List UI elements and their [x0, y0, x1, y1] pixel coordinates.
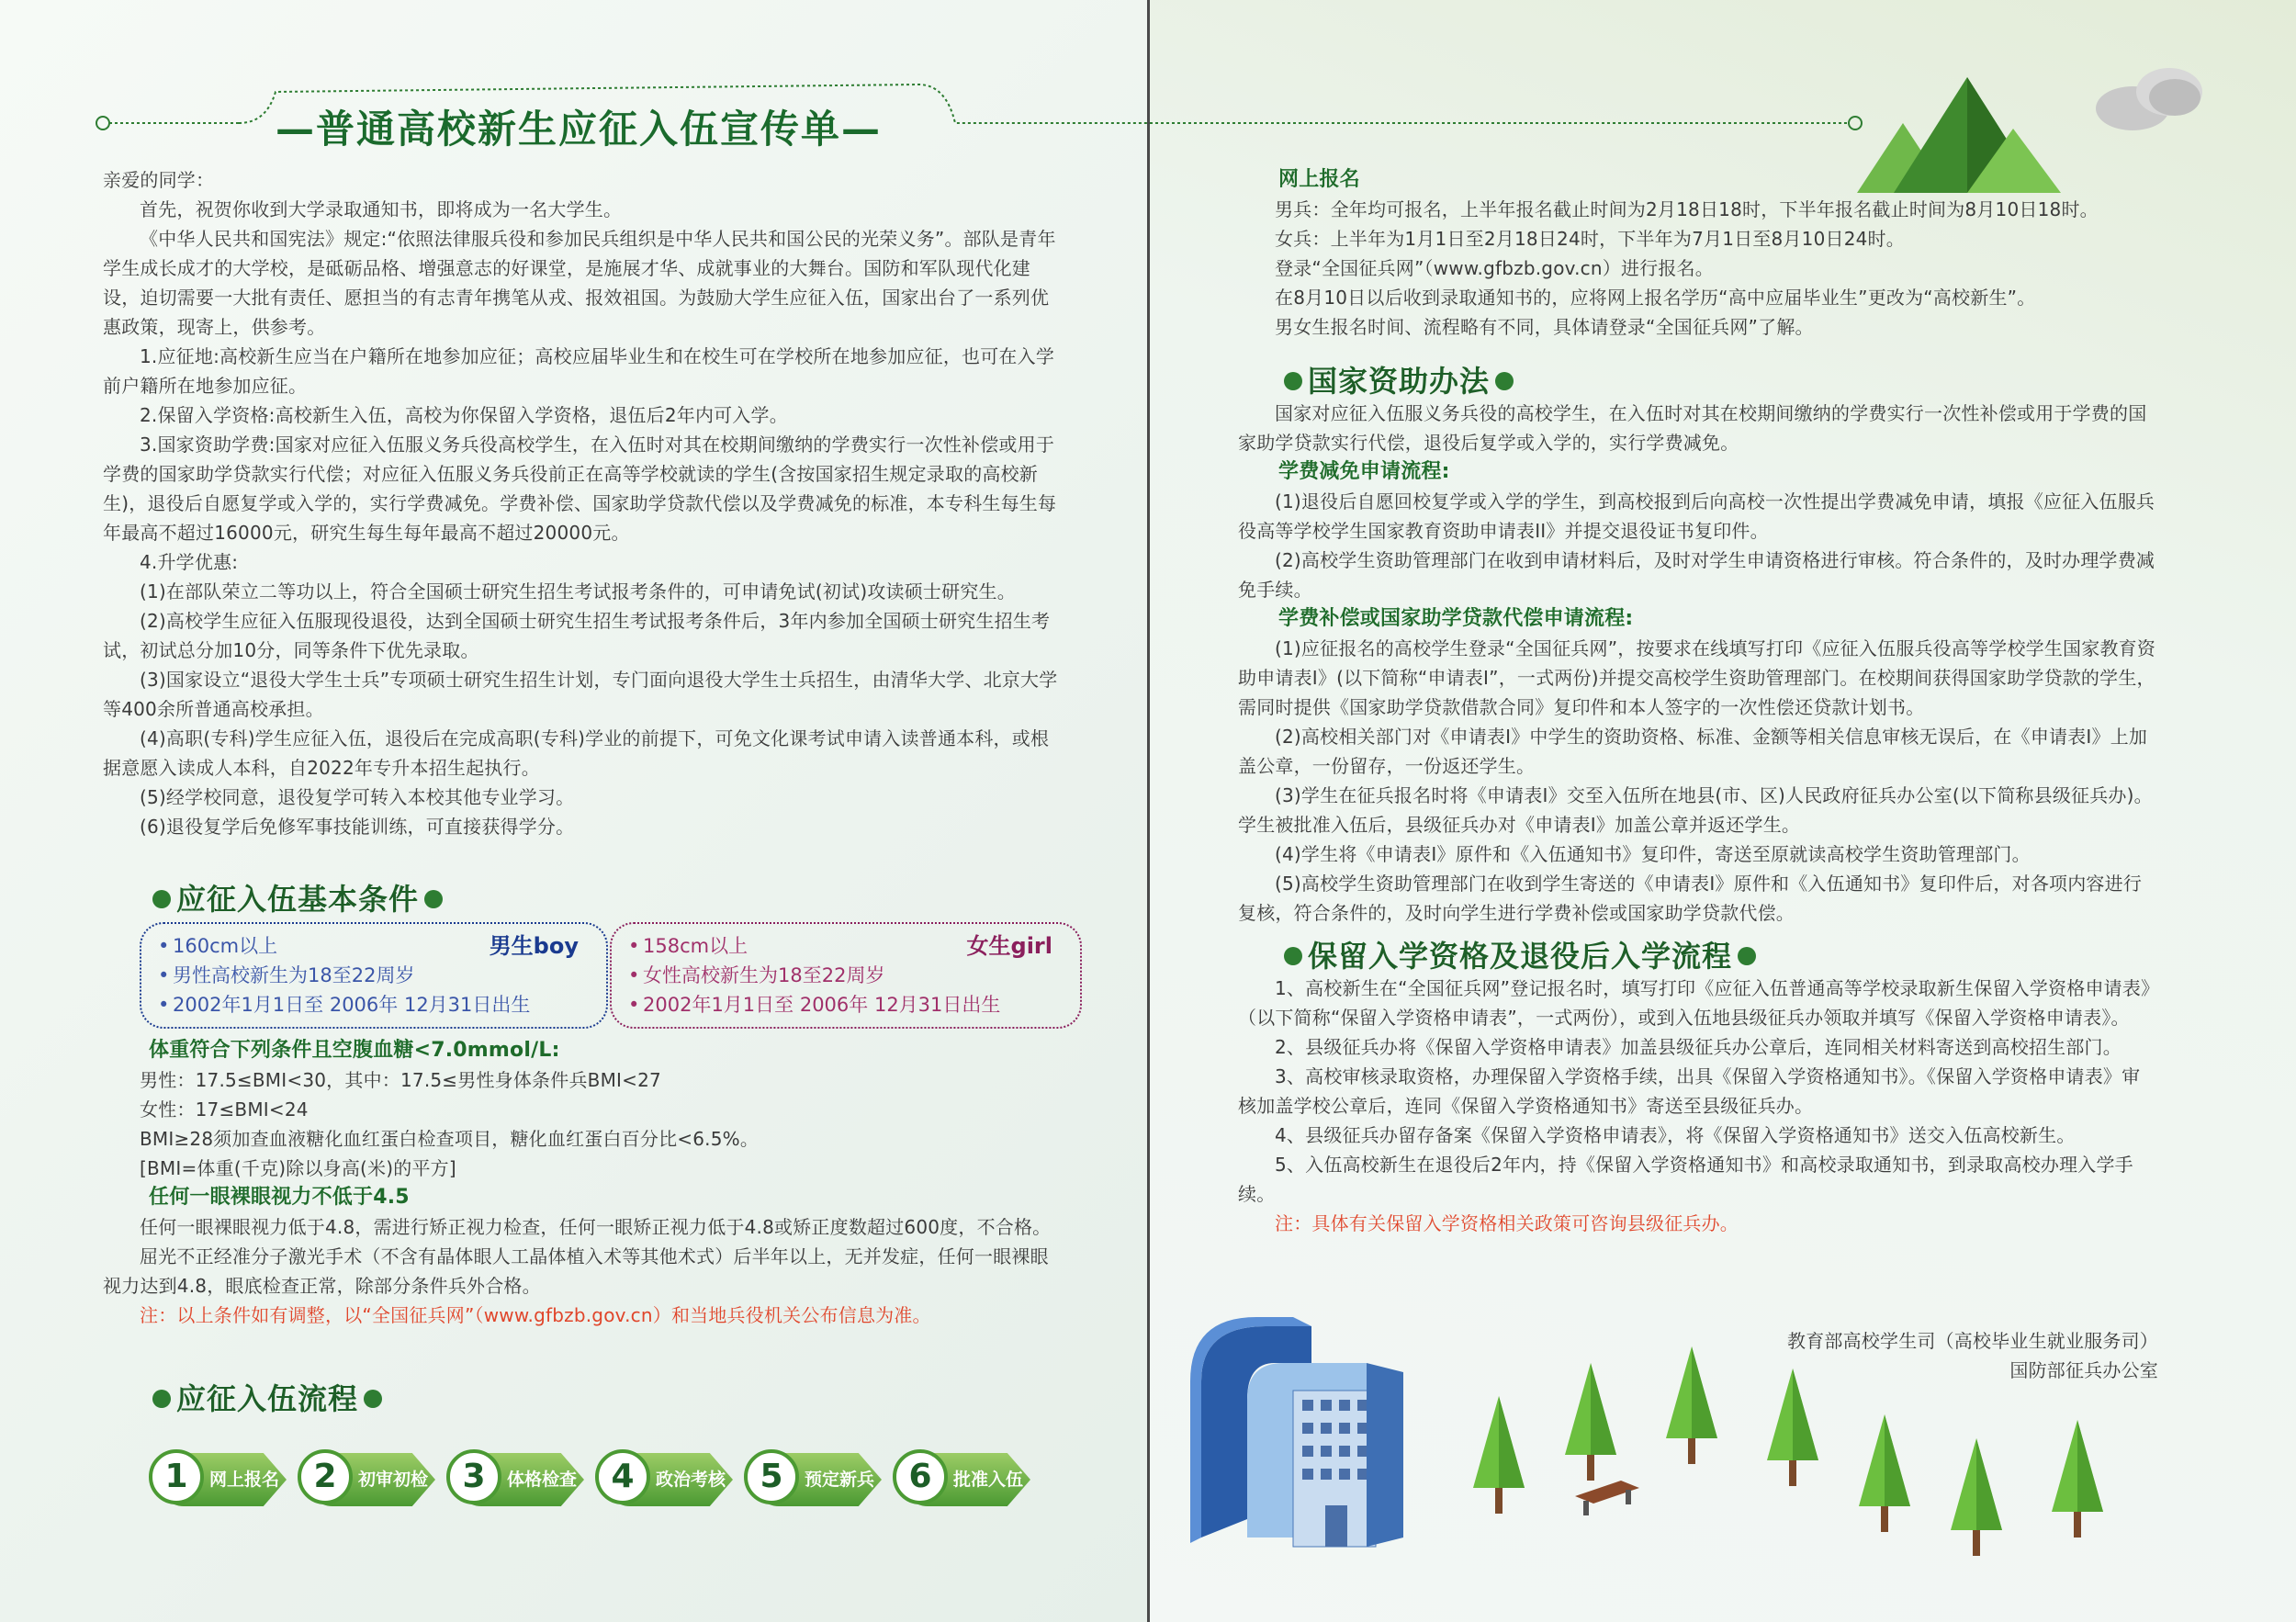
list-item: • 男性高校新生为18至22周岁 — [158, 961, 590, 990]
step-label: 批准入伍 — [953, 1470, 1024, 1490]
weight-line: [BMI=体重(千克)除以身高(米)的平方] — [140, 1157, 456, 1179]
bullet-dot-icon — [1284, 947, 1302, 965]
male-tag: 男生boy — [489, 933, 579, 959]
waiver-heading: 学费减免申请流程: — [1278, 460, 1450, 483]
retain-block — [1238, 974, 2156, 1238]
step-number: 2 — [298, 1449, 353, 1504]
retain-paragraph: 2、县级征兵办将《保留入学资格申请表》加盖县级征兵办公章后，连同相关材料寄送到高校招生部门。 — [1275, 1036, 2122, 1058]
process-step — [298, 1446, 439, 1512]
vision-heading: 任何一眼裸眼视力不低于4.5 — [149, 1186, 410, 1209]
bullet-dot-icon — [424, 890, 443, 908]
paragraph: (3)国家设立“退役大学生士兵”专项硕士研究生招生计划，专门面向退役大学生士兵招生，由清华大学、北京大学等400余所普通高校承担。 — [103, 669, 1058, 720]
waiver-paragraph: (2)高校学生资助管理部门在收到申请材料后，及时对学生申请资格进行审核。符合条件的，及时办理学费减免手续。 — [1238, 549, 2155, 601]
process-step — [893, 1446, 1034, 1512]
process-step — [595, 1446, 737, 1512]
signature — [1787, 1326, 2158, 1385]
tree-icon — [1857, 1414, 1912, 1534]
weight-line: 男性：17.5≤BMI<30，其中：17.5≤男性身体条件兵BMI<27 — [140, 1069, 661, 1091]
paragraph: (5)经学校同意，退役复学可转入本校其他专业学习。 — [140, 786, 575, 808]
signature-line: 国防部征兵办公室 — [2009, 1359, 2158, 1381]
tree-icon — [1664, 1346, 1719, 1466]
process-step — [744, 1446, 885, 1512]
section-title-process: 应征入伍流程 — [147, 1376, 388, 1418]
retain-note: 注：具体有关保留入学资格相关政策可咨询县级征兵办。 — [1275, 1212, 1739, 1234]
compensation-heading: 学费补偿或国家助学贷款代偿申请流程: — [1278, 607, 1634, 630]
building-icon — [1183, 1308, 1458, 1583]
conditions-note: 注：以上条件如有调整，以“全国征兵网”（www.gfbzb.gov.cn）和当地兵役机关公布信息为准。 — [140, 1304, 931, 1326]
registration-line: 男兵：全年均可报名，上半年报名截止时间为2月18日18时，下半年报名截止时间为8月10日18时。 — [1275, 198, 2099, 220]
process-step — [446, 1446, 588, 1512]
female-tag: 女生girl — [966, 933, 1052, 959]
compensation-paragraph: (4)学生将《申请表I》原件和《入伍通知书》复印件，寄送至原就读高校学生资助管理部门。 — [1275, 843, 2031, 865]
registration-line: 男女生报名时间、流程略有不同，具体请登录“全国征兵网”了解。 — [1275, 316, 1814, 338]
registration-block — [1238, 165, 2156, 342]
registration-line: 在8月10日以后收到录取通知书的，应将网上报名学历“高中应届毕业生”更改为“高校新生”。 — [1275, 287, 2036, 309]
step-label: 预定新兵 — [805, 1470, 875, 1490]
paragraph: 《中华人民共和国宪法》规定:“依照法律服兵役和参加民兵组织是中华人民共和国公民的光荣义务”。部队是青年学生成长成才的大学校，是砥砺品格、增强意志的好课堂，是施展才华、成就事业的大舞台。国防和军队现代化建设，迫切需要一大批有责任、愿担当的有志青年携笔从戎、报效祖国。为鼓励大学生应征入伍，国家出台了一系列优惠政策，现寄上，供参考。 — [103, 228, 1056, 338]
title-ornament-right — [1150, 116, 1885, 134]
bullet-dot-icon — [152, 890, 171, 908]
compensation-paragraph: (3)学生在征兵报名时将《申请表I》交至入伍所在地县(市、区)人民政府征兵办公室(以下简称县级征兵办)。学生被批准入伍后，县级征兵办对《申请表I》加盖公章并返还学生。 — [1238, 784, 2153, 836]
compensation-paragraph: (2)高校相关部门对《申请表I》中学生的资助资格、标准、金额等相关信息审核无误后，在《申请表I》上加盖公章，一份留存，一份返还学生。 — [1238, 726, 2148, 777]
retain-paragraph: 5、入伍高校新生在退役后2年内，持《保留入学资格通知书》和高校录取通知书，到录取高校办理入学手续。 — [1238, 1154, 2133, 1205]
paragraph: 首先，祝贺你收到大学录取通知书，即将成为一名大学生。 — [140, 198, 623, 220]
paragraph: (1)在部队荣立二等功以上，符合全国硕士研究生招生考试报考条件的，可申请免试(初试)攻读硕士研究生。 — [140, 580, 1016, 603]
vision-paragraph: 任何一眼裸眼视力低于4.8，需进行矫正视力检查，任何一眼矫正视力低于4.8或矫正度数超过600度，不合格。 — [140, 1216, 1052, 1238]
female-conditions-box — [610, 922, 1082, 1029]
step-number: 6 — [893, 1449, 948, 1504]
registration-heading: 网上报名 — [1278, 168, 1360, 191]
list-item: • 女性高校新生为18至22周岁 — [628, 961, 1064, 990]
weight-line: BMI≥28须加查血液糖化血红蛋白检查项目，糖化血红蛋白百分比<6.5%。 — [140, 1128, 760, 1150]
step-label: 初审初检 — [358, 1470, 429, 1490]
page-title: —普通高校新生应征入伍宣传单— — [276, 107, 883, 152]
step-label: 体格检查 — [507, 1470, 578, 1490]
registration-line: 登录“全国征兵网”（www.gfbzb.gov.cn）进行报名。 — [1275, 257, 1714, 279]
bullet-dot-icon — [1495, 372, 1514, 390]
paragraph: (6)退役复学后免修军事技能训练，可直接获得学分。 — [140, 816, 575, 838]
aid-intro: 国家对应征入伍服义务兵役的高校学生，在入伍时对其在校期间缴纳的学费实行一次性补偿或用于学费的国家助学贷款实行代偿，退役后复学或入学的，实行学费减免。 — [1238, 402, 2147, 454]
bullet-dot-icon — [1284, 372, 1302, 390]
tree-icon — [1471, 1396, 1526, 1515]
step-number: 4 — [595, 1449, 650, 1504]
tree-icon — [1563, 1363, 1618, 1482]
tree-icon — [1949, 1438, 2004, 1558]
step-number: 1 — [149, 1449, 204, 1504]
retain-paragraph: 3、高校审核录取资格，办理保留入学资格手续，出具《保留入学资格通知书》。《保留入学资格申请表》审核加盖学校公章后，连同《保留入学资格通知书》寄送至县级征兵办。 — [1238, 1065, 2141, 1117]
bullet-dot-icon — [1738, 947, 1756, 965]
body-condition-block — [103, 1036, 1058, 1330]
paragraph: 3.国家资助学费:国家对应征入伍服义务兵役高校学生，在入伍时对其在校期间缴纳的学费实行一次性补偿或用于学费的国家助学贷款实行代偿；对应征入伍服义务兵役前正在高等学校就读的学生(含按国家招生规定录取的高校新生)，退役后自愿复学或入学的，实行学费减免。学费补偿、国家助学贷款代偿以及学费减免的标准，本专科生每生每年最高不超过16000元，研究生每生每年最高不超过20000元。 — [103, 434, 1057, 544]
paragraph: 1.应征地:高校新生应当在户籍所在地参加应征；高校应届毕业生和在校生可在学校所在地参加应征，也可在入学前户籍所在地参加应征。 — [103, 345, 1055, 397]
list-item: • 160cm以上 — [158, 931, 590, 961]
paragraph: 4.升学优惠: — [140, 551, 239, 573]
step-label: 政治考核 — [656, 1470, 726, 1490]
compensation-paragraph: (5)高校学生资助管理部门在收到学生寄送的《申请表I》原件和《入伍通知书》复印件后，对各项内容进行复核，符合条件的，及时向学生进行学费补偿或国家助学贷款代偿。 — [1238, 873, 2143, 924]
aid-block — [1238, 399, 2156, 928]
registration-line: 女兵：上半年为1月1日至2月18日24时，下半年为7月1日至8月10日24时。 — [1275, 228, 1905, 250]
section-title-aid: 国家资助办法 — [1278, 358, 1519, 400]
tree-icon — [1765, 1369, 1820, 1488]
retain-paragraph: 1、高校新生在“全国征兵网”登记报名时，填写打印《应征入伍普通高等学校录取新生保留入学资格申请表》（以下简称“保留入学资格申请表”，一式两份），或到入伍地县级征兵办领取并填写《保留入学资格申请表》。 — [1238, 977, 2151, 1029]
weight-heading: 体重符合下列条件且空腹血糖<7.0mmol/L: — [149, 1039, 560, 1062]
tree-icon — [2050, 1420, 2105, 1539]
greeting: 亲爱的同学： — [103, 169, 215, 191]
bullet-dot-icon — [364, 1390, 382, 1408]
section-title-conditions: 应征入伍基本条件 — [147, 876, 448, 918]
paragraph: (4)高职(专科)学生应征入伍，退役后在完成高职(专科)学业的前提下，可免文化课考试申请入读普通本科，或根据意愿入读成人本科，自2022年专升本招生起执行。 — [103, 727, 1050, 779]
waiver-paragraph: (1)退役后自愿回校复学或入学的学生，到高校报到后向高校一次性提出学费减免申请，填报《应征入伍服兵役高等学校学生国家教育资助申请表II》并提交退役证书复印件。 — [1238, 490, 2155, 542]
step-number: 3 — [446, 1449, 501, 1504]
step-number: 5 — [744, 1449, 799, 1504]
signature-line: 教育部高校学生司（高校毕业生就业服务司） — [1787, 1330, 2158, 1352]
intro-block — [103, 165, 1058, 841]
retain-paragraph: 4、县级征兵办留存备案《保留入学资格申请表》，将《保留入学资格通知书》送交入伍高校新生。 — [1275, 1124, 2076, 1146]
vision-paragraph: 屈光不正经准分子激光手术（不含有晶体眼人工晶体植入术等其他术式）后半年以上，无并发症，任何一眼裸眼视力达到4.8，眼底检查正常，除部分条件兵外合格。 — [103, 1245, 1049, 1297]
list-item: • 2002年1月1日至 2006年 12月31日出生 — [628, 990, 1064, 1019]
list-item: • 2002年1月1日至 2006年 12月31日出生 — [158, 990, 590, 1019]
cloud-icon — [2087, 61, 2215, 134]
weight-line: 女性：17≤BMI<24 — [140, 1098, 309, 1121]
paragraph: 2.保留入学资格:高校新生入伍，高校为你保留入学资格，退伍后2年内可入学。 — [140, 404, 788, 426]
right-page — [1150, 0, 2296, 1622]
compensation-paragraph: (1)应征报名的高校学生登录“全国征兵网”，按要求在线填写打印《应征入伍服兵役高等学校学生国家教育资助申请表I》(以下简称“申请表I”，一式两份)并提交高校学生资助管理部门。在校期间获得国家助学贷款的学生，需同时提供《国家助学贷款借款合同》复印件和本人签字的一次性偿还贷款计划书。 — [1238, 637, 2156, 718]
process-step — [149, 1446, 290, 1512]
list-item: • 158cm以上 — [628, 931, 1064, 961]
section-title-retain: 保留入学资格及退役后入学流程 — [1278, 933, 1761, 975]
step-label: 网上报名 — [209, 1470, 280, 1490]
bullet-dot-icon — [152, 1390, 171, 1408]
paragraph: (2)高校学生应征入伍服现役退役，达到全国硕士研究生招生考试报考条件后，3年内参加全国硕士研究生招生考试，初试总分加10分，同等条件下优先录取。 — [103, 610, 1051, 661]
left-page — [0, 0, 1147, 1622]
male-conditions-box — [140, 922, 608, 1029]
